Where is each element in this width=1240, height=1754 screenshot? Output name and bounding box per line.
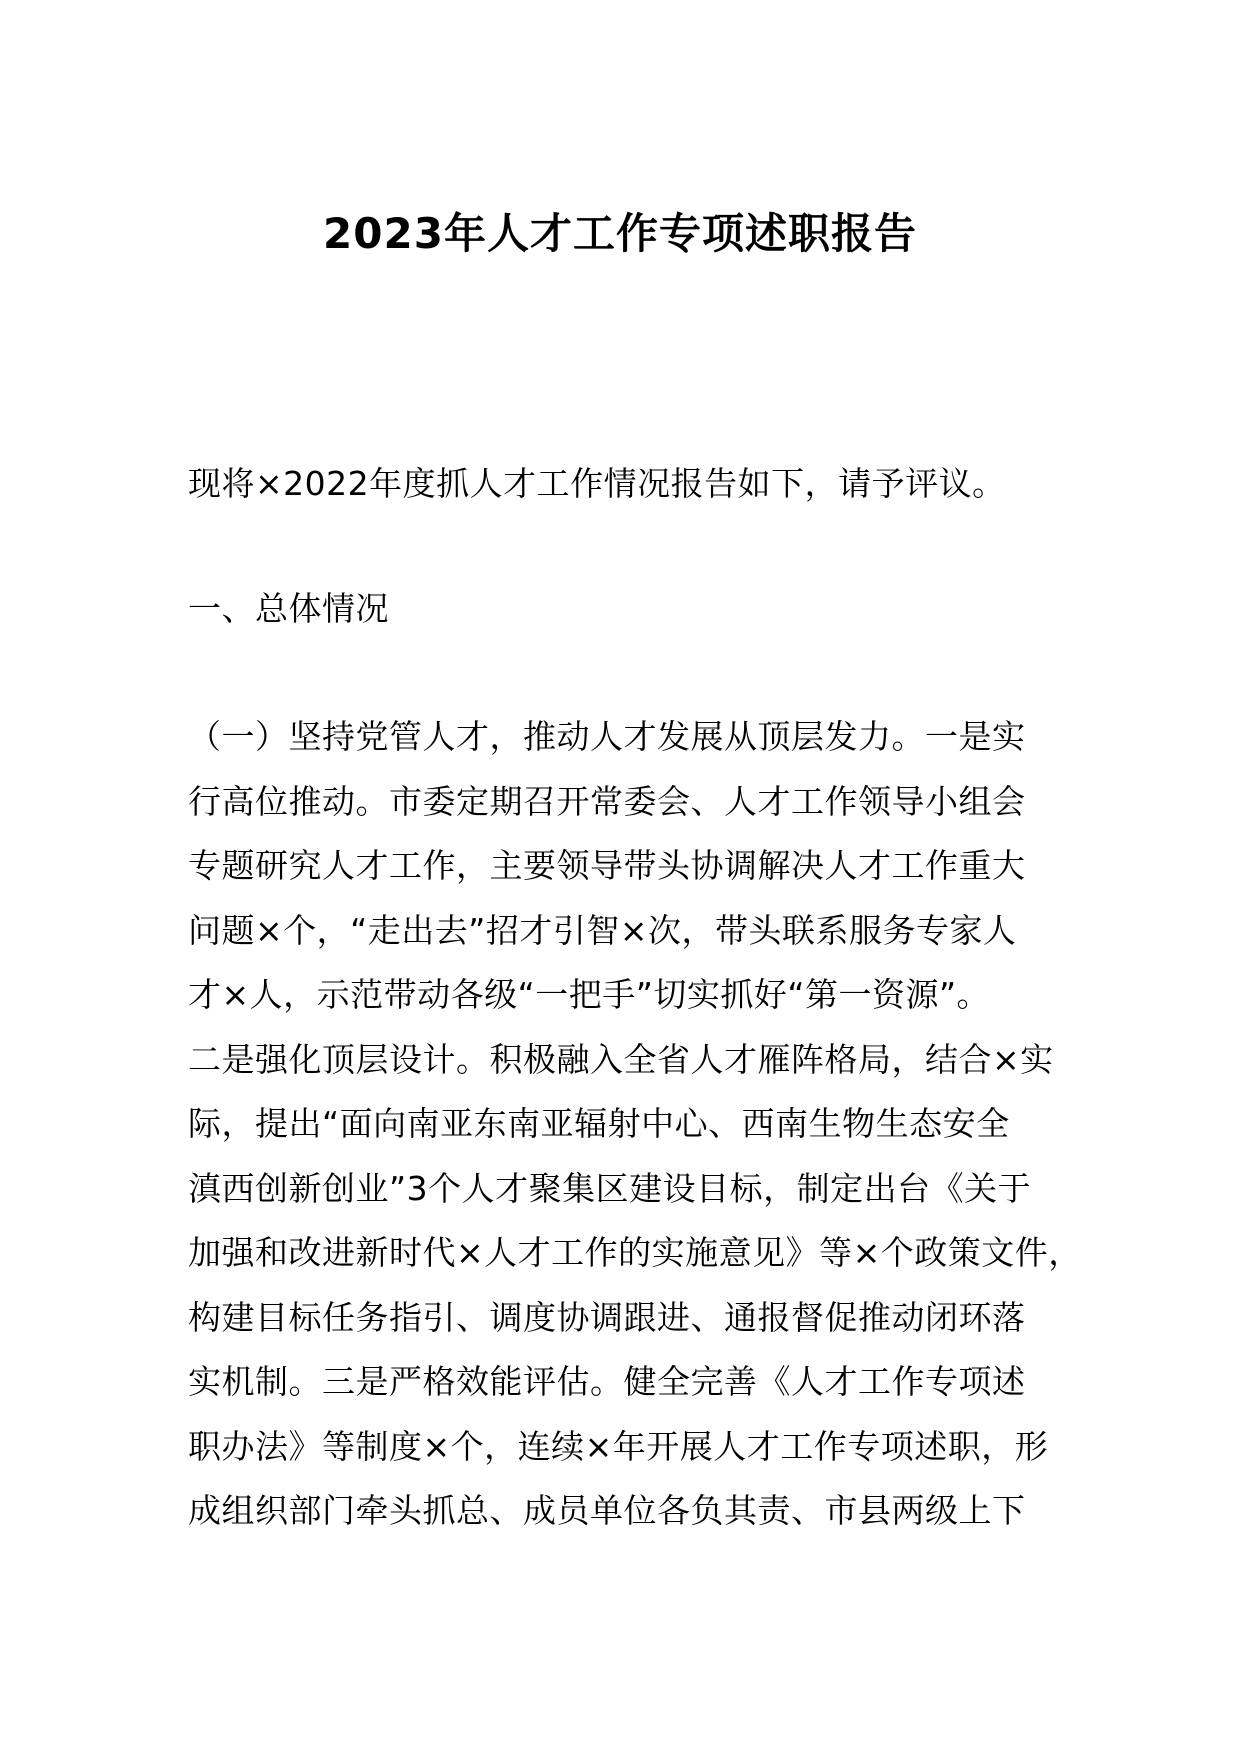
paragraph-line: 专题研究人才工作，主要领导带头协调解决人才工作重大 [188,846,1026,885]
paragraph-line: 加强和改进新时代×人才工作的实施意见》等×个政策文件， [188,1233,1082,1272]
paragraph-line: 职办法》等制度×个，连续×年开展人才工作专项述职，形 [188,1426,1049,1466]
intro-paragraph: 现将×2022年度抓人才工作情况报告如下，请予评议。 [188,464,1006,503]
paragraph-line: 二是强化顶层设计。积极融入全省人才雁阵格局，结合×实 [188,1039,1054,1079]
document-title: 2023年人才工作专项述职报告 [323,209,917,258]
paragraph-line: 实机制。三是严格效能评估。健全完善《人才工作专项述 [188,1362,1026,1401]
body-paragraph [188,705,1082,1544]
section-heading: 一、总体情况 [188,589,389,628]
paragraph-line: 才×人，示范带动各级“一把手”切实抓好“第一资源”。 [188,975,991,1014]
paragraph-line: 行高位推动。市委定期召开常委会、人才工作领导小组会 [188,781,1026,821]
paragraph-line: （一）坚持党管人才，推动人才发展从顶层发力。一是实 [188,717,1026,756]
paragraph-line: 际，提出“面向南亚东南亚辐射中心、西南生物生态安全 [188,1104,1010,1143]
paragraph-line: 问题×个，“走出去”招才引智×次，带头联系服务专家人 [188,910,1017,950]
paragraph-line: 滇西创新创业”3个人才聚集区建设目标，制定出台《关于 [188,1168,1032,1208]
paragraph-line: 构建目标任务指引、调度协调跟进、通报督促推动闭环落 [188,1297,1026,1337]
paragraph-line: 成组织部门牵头抓总、成员单位各负其责、市县两级上下 [188,1491,1026,1530]
